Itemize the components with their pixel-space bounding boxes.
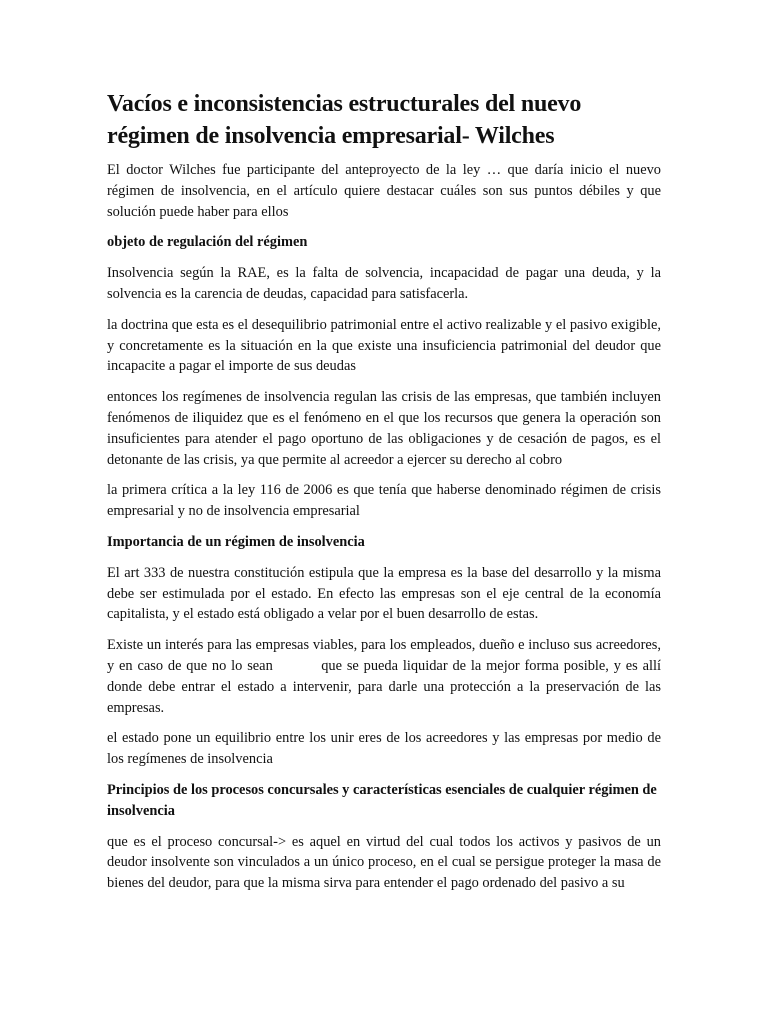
paragraph-equilibrio: el estado pone un equilibrio entre los unir eres de los acreedores y las empresas por medio de los regímenes de insolvencia: [107, 730, 661, 768]
paragraph-regimenes: entonces los regímenes de insolvencia regulan las crisis de las empresas, que también incluyen fenómenos de iliquidez que es el fenómeno en el que los recursos que genera la operación son insuficientes para atender el pago oportuno de las obligaciones y de cesación de pagos, es el detonante de las crisis, ya que permite al acreedor a ejercer su derecho al cobro: [107, 389, 661, 468]
paragraph-art-333: El art 333 de nuestra constitución estipula que la empresa es la base del desarrollo y la misma debe ser estimulada por el estado. En efecto las empresas son el eje central de la economía capitalista, y el estado está obligado a velar por el buen desarrollo de estas.: [107, 564, 661, 623]
paragraph-interes-empresas: Existe un interés para las empresas viables, para los empleados, dueño e incluso sus acreedores, y en caso de que no lo sean que se pueda liquidar de la mejor forma posible, y es allí donde debe entrar el estado a intervenir, para darle una protección a la preservación de las empresas.: [107, 637, 665, 716]
document-title: Vacíos e inconsistencias estructurales del nuevo régimen de insolvencia empresarial- Wilches: [107, 91, 582, 149]
document-page: [107, 88, 665, 904]
paragraph-rae-definition: Insolvencia según la RAE, es la falta de solvencia, incapacidad de pagar una deuda, y la solvencia es la carencia de deudas, capacidad para satisfacerla.: [107, 265, 661, 302]
paragraph-primera-critica: la primera crítica a la ley 116 de 2006 es que tenía que haberse denominado régimen de crisis empresarial y no de insolvencia empresarial: [107, 482, 661, 520]
paragraph-intro: El doctor Wilches fue participante del anteproyecto de la ley … que daría inicio el nuevo régimen de insolvencia, en el artículo quiere destacar cuáles son sus puntos débiles y que solución puede haber para ellos: [107, 162, 661, 220]
section-heading-objeto: objeto de regulación del régimen: [107, 234, 308, 251]
paragraph-proceso-concursal: que es el proceso concursal-> es aquel en virtud del cual todos los activos y pasivos de un deudor insolvente son vinculados a un único proceso, en el cual se persigue proteger la masa de bienes del deudor, para que la misma sirva para entender el pago ordenado del pasivo a su: [107, 833, 661, 892]
section-heading-importancia: Importancia de un régimen de insolvencia: [107, 533, 365, 550]
section-heading-principios: Principios de los procesos concursales y características esenciales de cualquier régimen de insolvencia: [107, 781, 657, 819]
paragraph-doctrina: la doctrina que esta es el desequilibrio patrimonial entre el activo realizable y el pasivo exigible, y concretamente es la situación en la que existe una insuficiencia patrimonial del deudor que incapacite a pagar el importe de sus deudas: [107, 316, 661, 375]
